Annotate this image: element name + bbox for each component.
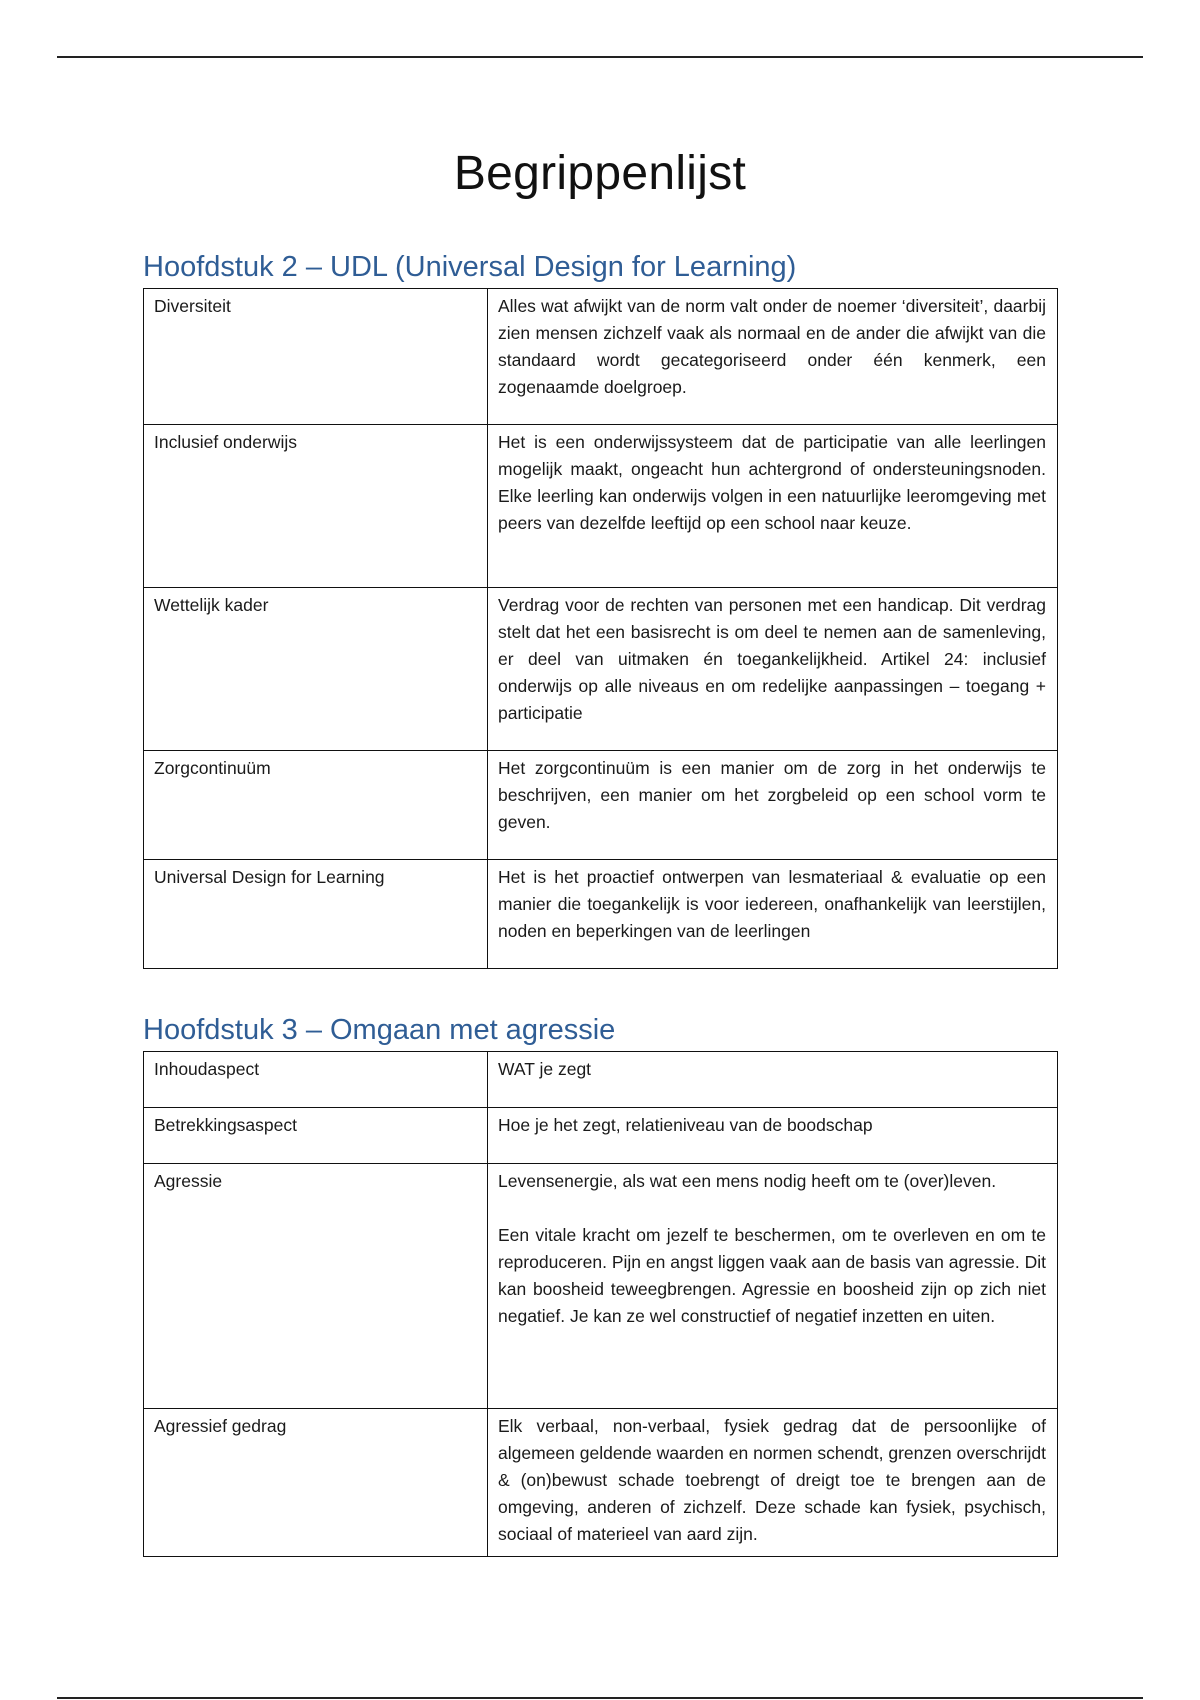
- term-cell: Agressief gedrag: [144, 1409, 488, 1557]
- table-row: [144, 588, 1058, 751]
- term-cell: Inhoudaspect: [144, 1052, 488, 1108]
- table-row: [144, 1052, 1058, 1108]
- definition-cell: [488, 1409, 1058, 1557]
- section-chapter-3: [143, 1013, 1058, 1557]
- definition-text: Alles wat afwijkt van de norm valt onder de noemer ‘diversiteit’, daarbij zien mensen zichzelf vaak als normaal en de ander die afwijkt van die standaard wordt gecategoriseerd onder één kenmerk, een zogenaamde doelgroep.: [498, 296, 1046, 397]
- definition-text: Een vitale kracht om jezelf te beschermen, om te overleven en om te reproduceren. Pijn en angst liggen vaak aan de basis van agressie. Dit kan boosheid teweegbrengen. Agressie en boosheid zijn op zich niet negatief. Je kan ze wel constructief of negatief inzetten en uiten.: [498, 1225, 1046, 1326]
- table-row: [144, 1108, 1058, 1164]
- definition-cell: [488, 1164, 1058, 1409]
- table-row: [144, 860, 1058, 969]
- table-row: [144, 751, 1058, 860]
- glossary-table: [143, 1051, 1058, 1557]
- definition-cell: [488, 289, 1058, 425]
- term-cell: Universal Design for Learning: [144, 860, 488, 969]
- definition-text: WAT je zegt: [498, 1059, 592, 1079]
- term-cell: Zorgcontinuüm: [144, 751, 488, 860]
- term-cell: Inclusief onderwijs: [144, 425, 488, 588]
- table-row: [144, 1164, 1058, 1409]
- definition-cell: [488, 1108, 1058, 1164]
- section-heading: Hoofdstuk 2 – UDL (Universal Design for Learning): [143, 251, 797, 283]
- definition-cell: [488, 425, 1058, 588]
- definition-text: Levensenergie, als wat een mens nodig heeft om te (over)leven.: [498, 1171, 997, 1191]
- section-chapter-2: [143, 250, 1058, 969]
- section-heading: Hoofdstuk 3 – Omgaan met agressie: [143, 1014, 616, 1046]
- term-cell: Diversiteit: [144, 289, 488, 425]
- definition-cell: [488, 751, 1058, 860]
- table-row: [144, 289, 1058, 425]
- definition-text: Hoe je het zegt, relatieniveau van de boodschap: [498, 1115, 873, 1135]
- header-rule: [57, 56, 1143, 58]
- definition-text: Het zorgcontinuüm is een manier om de zorg in het onderwijs te beschrijven, een manier om het zorgbeleid op een school vorm te geven.: [498, 758, 1046, 832]
- definition-text: Het is een onderwijssysteem dat de participatie van alle leerlingen mogelijk maakt, ongeacht hun achtergrond of ondersteuningsnoden. Elke leerling kan onderwijs volgen in een natuurlijke leeromgeving met peers van dezelfde leeftijd op een school naar keuze.: [498, 432, 1046, 533]
- definition-cell: [488, 860, 1058, 969]
- definition-cell: [488, 588, 1058, 751]
- definition-text: Elk verbaal, non-verbaal, fysiek gedrag dat de persoonlijke of algemeen geldende waarden en normen schendt, grenzen overschrijdt & (on)bewust schade toebrengt of dreigt toe te brengen aan de omgeving, anderen of zichzelf. Deze schade kan fysiek, psychisch, sociaal of materieel van aard zijn.: [498, 1416, 1046, 1544]
- term-cell: Agressie: [144, 1164, 488, 1409]
- definition-text: Verdrag voor de rechten van personen met een handicap. Dit verdrag stelt dat het een basisrecht is om deel te nemen aan de samenleving, er deel van uitmaken én toegankelijkheid. Artikel 24: inclusief onderwijs op alle niveaus en om redelijke aanpassingen – toegang + participatie: [498, 595, 1046, 723]
- definition-text: Het is het proactief ontwerpen van lesmateriaal & evaluatie op een manier die toegankelijk is voor iedereen, onafhankelijk van leerstijlen, noden en beperkingen van de leerlingen: [498, 867, 1046, 941]
- glossary-table: [143, 288, 1058, 969]
- definition-cell: [488, 1052, 1058, 1108]
- term-cell: Betrekkingsaspect: [144, 1108, 488, 1164]
- table-row: [144, 425, 1058, 588]
- table-row: [144, 1409, 1058, 1557]
- term-cell: Wettelijk kader: [144, 588, 488, 751]
- footer-rule: [57, 1697, 1143, 1699]
- document-title: Begrippenlijst: [453, 147, 747, 200]
